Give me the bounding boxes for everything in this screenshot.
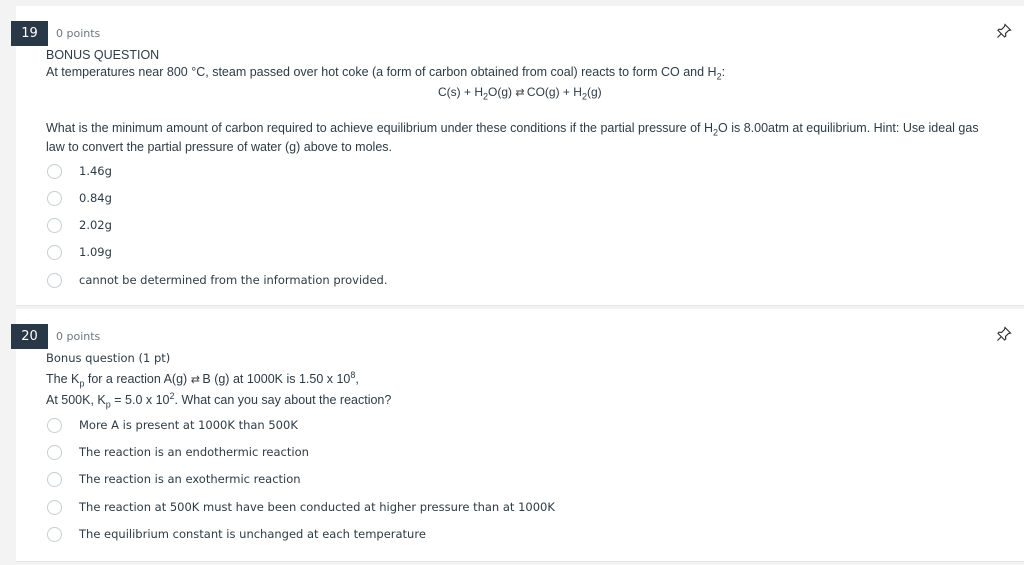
answer-option[interactable] xyxy=(46,242,112,262)
answer-option[interactable] xyxy=(46,161,112,181)
radio-button[interactable] xyxy=(47,500,62,515)
pin-icon[interactable] xyxy=(996,23,1012,39)
answer-label: The reaction at 500K must have been conducted at higher pressure than at 1000K xyxy=(79,500,555,514)
radio-button[interactable] xyxy=(47,527,62,542)
equilibrium-arrow-icon: ⇄ xyxy=(190,374,199,387)
answer-label: 2.02g xyxy=(79,218,112,232)
radio-button[interactable] xyxy=(47,445,62,460)
question-20 xyxy=(16,309,1024,562)
question-body: What is the minimum amount of carbon required to achieve equilibrium under these conditions if the partial pressure of $H_2O$ is 8.00atm at equilibrium. Hint: Use ideal gas xyxy=(46,121,979,138)
answer-label: 1.46g xyxy=(79,164,112,178)
pin-icon[interactable] xyxy=(996,326,1012,342)
answer-label: cannot be determined from the information provided. xyxy=(79,273,388,287)
answer-label: More A is present at 1000K than 500K xyxy=(79,418,298,432)
radio-button[interactable] xyxy=(47,245,62,260)
radio-button[interactable] xyxy=(47,472,62,487)
question-points: 0 points xyxy=(56,27,101,40)
radio-button[interactable] xyxy=(47,218,62,233)
answer-option[interactable] xyxy=(46,415,298,435)
answer-option[interactable] xyxy=(46,215,112,235)
radio-button[interactable] xyxy=(47,191,62,206)
radio-button[interactable] xyxy=(47,164,62,179)
radio-button[interactable] xyxy=(47,418,62,433)
answer-option[interactable] xyxy=(46,442,309,462)
reaction-equation: $C(s) + H_2O(g)$ ⇄ $CO(g) + H_2(g)$ xyxy=(438,85,602,102)
question-points: 0 points xyxy=(56,330,101,343)
answer-option[interactable] xyxy=(46,469,301,489)
answer-label: The reaction is an endothermic reaction xyxy=(79,445,309,459)
answer-option[interactable] xyxy=(46,270,388,290)
question-19 xyxy=(16,6,1024,306)
question-body-line2: law to convert the partial pressure of water (g) above to moles. xyxy=(46,140,392,154)
radio-button[interactable] xyxy=(47,273,62,288)
question-line1: The $K_p$ for a reaction A(g) ⇄ B (g) at 1000K is 1.50 x $10^8$, xyxy=(46,370,359,389)
answer-label: 1.09g xyxy=(79,245,112,259)
equilibrium-arrow-icon: ⇄ xyxy=(515,87,524,99)
answer-label: 0.84g xyxy=(79,191,112,205)
answer-label: The reaction is an exothermic reaction xyxy=(79,472,301,486)
answer-option[interactable] xyxy=(46,524,426,544)
question-title: Bonus question (1 pt) xyxy=(46,351,171,365)
answer-option[interactable] xyxy=(46,188,112,208)
question-line2: At 500K, $K_p = 5.0$ x $10^2$. What can you say about the reaction? xyxy=(46,391,392,410)
question-title: BONUS QUESTION xyxy=(46,48,160,62)
answer-option[interactable] xyxy=(46,497,555,517)
answer-label: The equilibrium constant is unchanged at each temperature xyxy=(79,527,426,541)
question-intro: At temperatures near 800 °C, steam passed over hot coke (a form of carbon obtained from coal) reacts to form CO and $H_2$: xyxy=(46,65,726,82)
question-number: 20 xyxy=(11,324,48,349)
question-number: 19 xyxy=(11,21,48,46)
